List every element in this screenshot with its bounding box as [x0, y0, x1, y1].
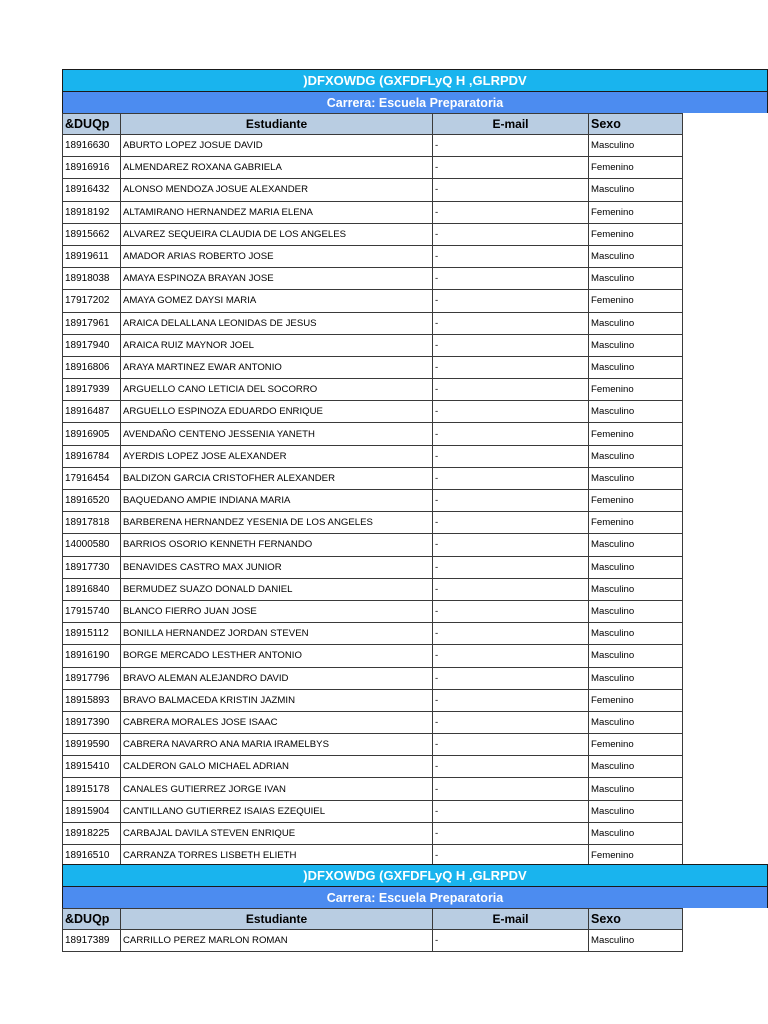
carnet-cell: 18917961	[63, 312, 121, 334]
table-row	[63, 401, 683, 423]
carnet-cell: 18916905	[63, 423, 121, 445]
email-cell: -	[433, 179, 589, 201]
table-row	[63, 778, 683, 800]
sex-cell: Masculino	[589, 756, 683, 778]
sex-cell: Masculino	[589, 312, 683, 334]
student-name-cell: ARAYA MARTINEZ EWAR ANTONIO	[121, 356, 433, 378]
column-header-carnet: &DUQp	[63, 114, 121, 135]
carnet-cell: 18917389	[63, 930, 121, 952]
sex-cell: Masculino	[589, 245, 683, 267]
email-cell: -	[433, 379, 589, 401]
table-row	[63, 423, 683, 445]
sheet-title-band-2	[62, 864, 768, 886]
carnet-cell: 18917818	[63, 512, 121, 534]
carnet-cell: 18918192	[63, 201, 121, 223]
table-body	[63, 135, 683, 867]
email-cell: -	[433, 578, 589, 600]
student-name-cell: BERMUDEZ SUAZO DONALD DANIEL	[121, 578, 433, 600]
sex-cell: Masculino	[589, 667, 683, 689]
student-name-cell: ALMENDAREZ ROXANA GABRIELA	[121, 157, 433, 179]
student-name-cell: CABRERA NAVARRO ANA MARIA IRAMELBYS	[121, 734, 433, 756]
carrera-label: Carrera: Escuela Preparatoria	[326, 95, 504, 110]
sheet-title-2: )DFXOWDG (GXFDFLyQ H ,GLRPDV	[303, 868, 527, 883]
sex-cell: Masculino	[589, 645, 683, 667]
email-cell: -	[433, 667, 589, 689]
email-cell: -	[433, 312, 589, 334]
student-name-cell: BARBERENA HERNANDEZ YESENIA DE LOS ANGELES	[121, 512, 433, 534]
email-cell: -	[433, 467, 589, 489]
sex-cell: Masculino	[589, 534, 683, 556]
sex-cell: Femenino	[589, 423, 683, 445]
table-row	[63, 290, 683, 312]
student-name-cell: CANTILLANO GUTIERREZ ISAIAS EZEQUIEL	[121, 800, 433, 822]
sex-cell: Masculino	[589, 445, 683, 467]
student-name-cell: CANALES GUTIERREZ JORGE IVAN	[121, 778, 433, 800]
sheet-title: )DFXOWDG (GXFDFLyQ H ,GLRPDV	[303, 73, 527, 88]
sex-cell: Masculino	[589, 578, 683, 600]
student-name-cell: AMADOR ARIAS ROBERTO JOSE	[121, 245, 433, 267]
sex-cell: Masculino	[589, 135, 683, 157]
carnet-cell: 18917730	[63, 556, 121, 578]
email-cell: -	[433, 490, 589, 512]
table-row	[63, 245, 683, 267]
carnet-cell: 18916432	[63, 179, 121, 201]
sex-cell: Masculino	[589, 778, 683, 800]
email-cell: -	[433, 445, 589, 467]
table-row	[63, 512, 683, 534]
table-row	[63, 356, 683, 378]
email-cell: -	[433, 930, 589, 952]
table-row	[63, 600, 683, 622]
table-row	[63, 467, 683, 489]
email-cell: -	[433, 645, 589, 667]
table-row	[63, 800, 683, 822]
student-name-cell: CARRANZA TORRES LISBETH ELIETH	[121, 845, 433, 867]
student-name-cell: CABRERA MORALES JOSE ISAAC	[121, 711, 433, 733]
sex-cell: Femenino	[589, 223, 683, 245]
email-cell: -	[433, 711, 589, 733]
sex-cell: Masculino	[589, 800, 683, 822]
table-row	[63, 756, 683, 778]
sex-cell: Femenino	[589, 290, 683, 312]
email-cell: -	[433, 822, 589, 844]
email-cell: -	[433, 734, 589, 756]
email-cell: -	[433, 290, 589, 312]
carnet-cell: 18916630	[63, 135, 121, 157]
table-row	[63, 490, 683, 512]
table-header-row-2	[63, 909, 683, 930]
carnet-cell: 18916784	[63, 445, 121, 467]
carnet-cell: 18917940	[63, 334, 121, 356]
student-name-cell: ARGUELLO ESPINOZA EDUARDO ENRIQUE	[121, 401, 433, 423]
carrera-band	[62, 91, 768, 113]
carnet-cell: 18917796	[63, 667, 121, 689]
carnet-cell: 18919611	[63, 245, 121, 267]
column-header-email: E-mail	[433, 114, 589, 135]
sex-cell: Femenino	[589, 157, 683, 179]
carnet-cell: 18916190	[63, 645, 121, 667]
email-cell: -	[433, 534, 589, 556]
sex-cell: Femenino	[589, 689, 683, 711]
table-row	[63, 822, 683, 844]
student-name-cell: ABURTO LOPEZ JOSUE DAVID	[121, 135, 433, 157]
sex-cell: Masculino	[589, 401, 683, 423]
sex-cell: Masculino	[589, 600, 683, 622]
sex-cell: Masculino	[589, 334, 683, 356]
sex-cell: Masculino	[589, 711, 683, 733]
sheet-title-band	[62, 69, 768, 91]
email-cell: -	[433, 356, 589, 378]
carnet-cell: 18916806	[63, 356, 121, 378]
student-name-cell: ARAICA DELALLANA LEONIDAS DE JESUS	[121, 312, 433, 334]
student-name-cell: AMAYA GOMEZ DAYSI MARIA	[121, 290, 433, 312]
student-name-cell: BARRIOS OSORIO KENNETH FERNANDO	[121, 534, 433, 556]
carnet-cell: 18919590	[63, 734, 121, 756]
email-cell: -	[433, 756, 589, 778]
email-cell: -	[433, 778, 589, 800]
table-row	[63, 645, 683, 667]
student-name-cell: CARRILLO PEREZ MARLON ROMAN	[121, 930, 433, 952]
student-name-cell: ARGUELLO CANO LETICIA DEL SOCORRO	[121, 379, 433, 401]
table-row	[63, 689, 683, 711]
student-table-2	[62, 908, 683, 952]
email-cell: -	[433, 623, 589, 645]
email-cell: -	[433, 689, 589, 711]
carnet-cell: 18915893	[63, 689, 121, 711]
table-row	[63, 556, 683, 578]
sex-cell: Femenino	[589, 490, 683, 512]
table-header-row	[63, 114, 683, 135]
table-row	[63, 268, 683, 290]
student-name-cell: CALDERON GALO MICHAEL ADRIAN	[121, 756, 433, 778]
student-name-cell: AYERDIS LOPEZ JOSE ALEXANDER	[121, 445, 433, 467]
carnet-cell: 17915740	[63, 600, 121, 622]
table-row	[63, 135, 683, 157]
sex-cell: Masculino	[589, 467, 683, 489]
sex-cell: Masculino	[589, 556, 683, 578]
table-row	[63, 201, 683, 223]
column-header-sex-2: Sexo	[589, 909, 683, 930]
sex-cell: Masculino	[589, 179, 683, 201]
email-cell: -	[433, 556, 589, 578]
table-body-2	[63, 930, 683, 952]
student-name-cell: BRAVO BALMACEDA KRISTIN JAZMIN	[121, 689, 433, 711]
sex-cell: Masculino	[589, 268, 683, 290]
table-row	[63, 734, 683, 756]
carrera-label-2: Carrera: Escuela Preparatoria	[326, 890, 504, 905]
email-cell: -	[433, 245, 589, 267]
student-roster-section-2	[62, 864, 682, 952]
table-row	[63, 623, 683, 645]
table-row	[63, 334, 683, 356]
column-header-student: Estudiante	[121, 114, 433, 135]
email-cell: -	[433, 423, 589, 445]
carnet-cell: 18916916	[63, 157, 121, 179]
email-cell: -	[433, 334, 589, 356]
sex-cell: Femenino	[589, 845, 683, 867]
student-name-cell: BALDIZON GARCIA CRISTOFHER ALEXANDER	[121, 467, 433, 489]
student-name-cell: BLANCO FIERRO JUAN JOSE	[121, 600, 433, 622]
student-name-cell: ALONSO MENDOZA JOSUE ALEXANDER	[121, 179, 433, 201]
student-name-cell: AMAYA ESPINOZA BRAYAN JOSE	[121, 268, 433, 290]
student-name-cell: ARAICA RUIZ MAYNOR JOEL	[121, 334, 433, 356]
table-row	[63, 157, 683, 179]
student-name-cell: BORGE MERCADO LESTHER ANTONIO	[121, 645, 433, 667]
column-header-email-2: E-mail	[433, 909, 589, 930]
email-cell: -	[433, 800, 589, 822]
student-name-cell: ALTAMIRANO HERNANDEZ MARIA ELENA	[121, 201, 433, 223]
carnet-cell: 18918038	[63, 268, 121, 290]
student-table	[62, 113, 683, 867]
sex-cell: Femenino	[589, 201, 683, 223]
student-name-cell: CARBAJAL DAVILA STEVEN ENRIQUE	[121, 822, 433, 844]
sex-cell: Femenino	[589, 379, 683, 401]
email-cell: -	[433, 157, 589, 179]
student-name-cell: BENAVIDES CASTRO MAX JUNIOR	[121, 556, 433, 578]
table-row	[63, 667, 683, 689]
carnet-cell: 18917390	[63, 711, 121, 733]
table-row	[63, 534, 683, 556]
column-header-carnet-2: &DUQp	[63, 909, 121, 930]
carnet-cell: 18916840	[63, 578, 121, 600]
carnet-cell: 18918225	[63, 822, 121, 844]
table-row	[63, 711, 683, 733]
carnet-cell: 18915178	[63, 778, 121, 800]
sex-cell: Masculino	[589, 356, 683, 378]
student-name-cell: BAQUEDANO AMPIE INDIANA MARIA	[121, 490, 433, 512]
email-cell: -	[433, 223, 589, 245]
table-row	[63, 312, 683, 334]
table-row	[63, 179, 683, 201]
carnet-cell: 18915662	[63, 223, 121, 245]
sex-cell: Masculino	[589, 930, 683, 952]
email-cell: -	[433, 401, 589, 423]
email-cell: -	[433, 268, 589, 290]
student-name-cell: ALVAREZ SEQUEIRA CLAUDIA DE LOS ANGELES	[121, 223, 433, 245]
carnet-cell: 18916520	[63, 490, 121, 512]
email-cell: -	[433, 135, 589, 157]
carnet-cell: 18916510	[63, 845, 121, 867]
table-row	[63, 578, 683, 600]
carnet-cell: 14000580	[63, 534, 121, 556]
table-row	[63, 930, 683, 952]
student-roster-section-1	[62, 69, 682, 867]
column-header-student-2: Estudiante	[121, 909, 433, 930]
carnet-cell: 18916487	[63, 401, 121, 423]
student-name-cell: AVENDAÑO CENTENO JESSENIA YANETH	[121, 423, 433, 445]
table-row	[63, 379, 683, 401]
email-cell: -	[433, 845, 589, 867]
student-name-cell: BRAVO ALEMAN ALEJANDRO DAVID	[121, 667, 433, 689]
carnet-cell: 17917202	[63, 290, 121, 312]
carnet-cell: 18915112	[63, 623, 121, 645]
email-cell: -	[433, 512, 589, 534]
sex-cell: Femenino	[589, 734, 683, 756]
carnet-cell: 18917939	[63, 379, 121, 401]
sex-cell: Masculino	[589, 822, 683, 844]
column-header-sex: Sexo	[589, 114, 683, 135]
table-row	[63, 223, 683, 245]
carnet-cell: 18915410	[63, 756, 121, 778]
sex-cell: Femenino	[589, 512, 683, 534]
email-cell: -	[433, 600, 589, 622]
table-row	[63, 445, 683, 467]
carnet-cell: 17916454	[63, 467, 121, 489]
carnet-cell: 18915904	[63, 800, 121, 822]
carrera-band-2	[62, 886, 768, 908]
student-name-cell: BONILLA HERNANDEZ JORDAN STEVEN	[121, 623, 433, 645]
email-cell: -	[433, 201, 589, 223]
sex-cell: Masculino	[589, 623, 683, 645]
